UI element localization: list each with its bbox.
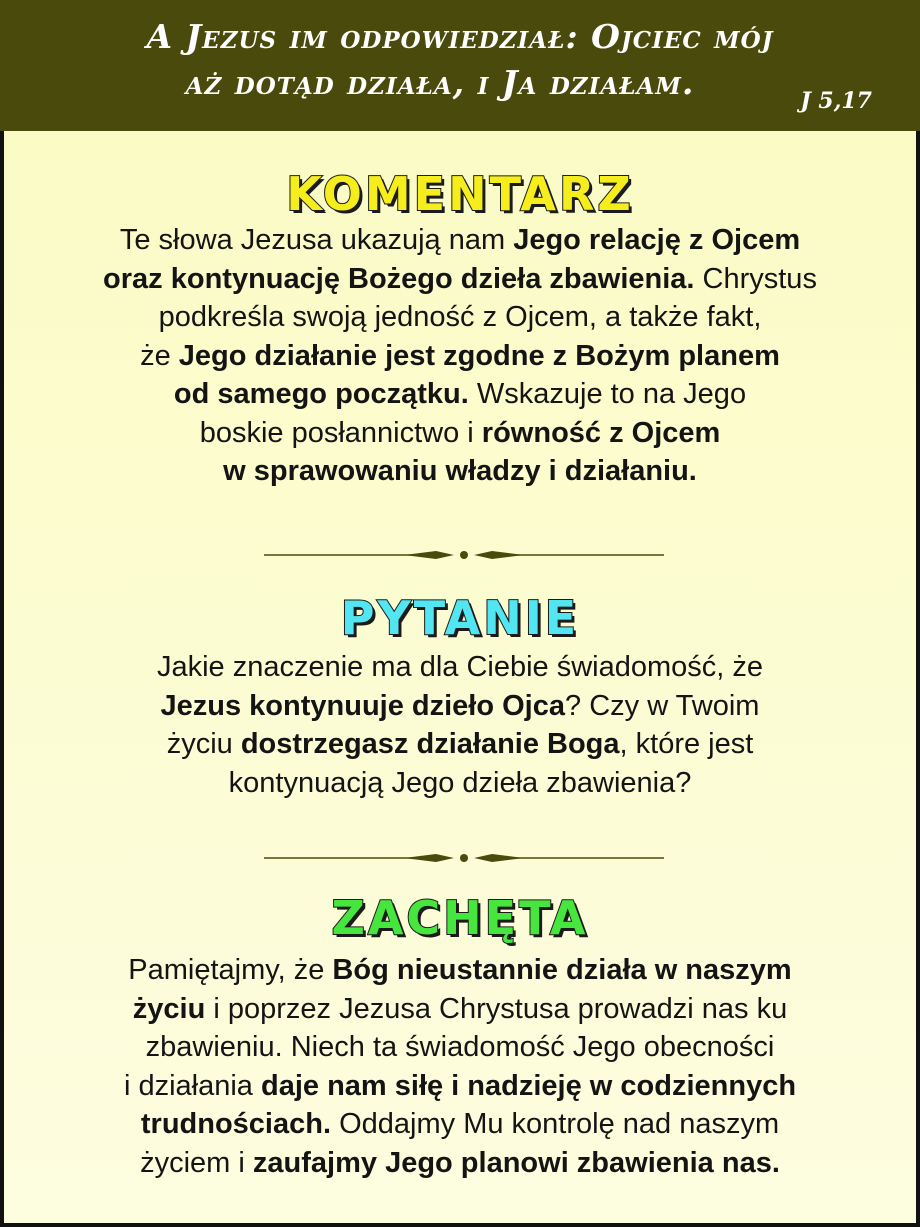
text-run: Wskazuje to na Jego <box>468 378 747 410</box>
text-run-bold: Jego działanie jest zgodne z Bożym planem <box>178 339 780 372</box>
text-run: Te słowa Jezusa ukazują nam <box>119 224 514 256</box>
text-run-bold: daje nam siłę i nadzieję w codziennych <box>260 1069 797 1102</box>
text-run: Chrystus <box>694 262 817 295</box>
quote-line-1: A Jezus im odpowiedział: Ojciec mój <box>146 17 774 56</box>
text-run-bold: zaufajmy Jego planowi zbawienia nas. <box>252 1146 780 1179</box>
pytanie-line <box>24 687 896 726</box>
text-run-bold: dostrzegasz działanie Boga <box>240 728 620 760</box>
komentarz-line <box>24 414 896 453</box>
zacheta-line <box>24 990 896 1029</box>
komentarz-text <box>24 221 896 491</box>
ornament-divider <box>264 547 664 563</box>
komentarz-line <box>24 221 896 260</box>
text-run: życiu <box>166 728 241 760</box>
header-banner <box>0 0 920 131</box>
zacheta-line <box>24 1144 896 1183</box>
text-run-bold: trudnościach. <box>140 1108 332 1140</box>
zacheta-heading: ZACHĘTA <box>331 891 589 945</box>
komentarz-line <box>24 260 896 299</box>
content-panel <box>0 131 920 1227</box>
text-run: ? Czy w Twoim <box>565 689 760 722</box>
text-run-bold: w sprawowaniu władzy i działaniu. <box>223 455 697 487</box>
zacheta-line <box>24 1067 896 1106</box>
text-run-bold: Bóg nieustannie działa w naszym <box>332 954 792 986</box>
komentarz-line <box>24 375 896 414</box>
komentarz-line: podkreśla swoją jedność z Ojcem, a także fakt, <box>158 301 762 333</box>
zacheta-line <box>24 951 896 990</box>
scripture-reference: J 5,17 <box>800 88 872 114</box>
pytanie-heading: PYTANIE <box>340 591 580 645</box>
text-run: i działania <box>123 1069 261 1102</box>
text-run: Oddajmy Mu kontrolę nad naszym <box>331 1108 780 1140</box>
komentarz-line <box>24 337 896 376</box>
text-run-bold: od samego początku. <box>173 378 469 410</box>
text-run-bold: Jezus kontynuuje dzieło Ojca <box>160 689 566 722</box>
text-run: , które jest <box>619 728 754 760</box>
ornament-divider <box>264 850 664 866</box>
zacheta-line: zbawieniu. Niech ta świadomość Jego obecności <box>145 1031 775 1063</box>
komentarz-line <box>24 452 896 491</box>
text-run-bold: Jego relację z Ojcem <box>513 224 801 256</box>
pytanie-line: kontynuacją Jego dzieła zbawienia? <box>228 766 692 799</box>
pytanie-text <box>24 648 896 802</box>
text-run: Pamiętajmy, że <box>128 954 333 986</box>
text-run-bold: równość z Ojcem <box>481 416 721 449</box>
pytanie-line: Jakie znaczenie ma dla Ciebie świadomość, że <box>156 651 764 683</box>
text-run: życiem i <box>140 1146 253 1179</box>
scripture-quote <box>40 14 880 106</box>
text-run: i poprzez Jezusa Chrystusa prowadzi nas ku <box>205 992 788 1025</box>
text-run: że <box>140 339 179 372</box>
zacheta-text <box>24 951 896 1182</box>
text-run: boskie posłannictwo i <box>199 416 482 449</box>
text-run-bold: życiu <box>132 992 206 1025</box>
text-run-bold: oraz kontynuację Bożego dzieła zbawienia. <box>103 262 695 295</box>
pytanie-line <box>24 725 896 764</box>
zacheta-line <box>24 1105 896 1144</box>
quote-line-2: aż dotąd działa, i Ja działam. <box>185 63 695 102</box>
komentarz-heading: KOMENTARZ <box>286 167 634 221</box>
